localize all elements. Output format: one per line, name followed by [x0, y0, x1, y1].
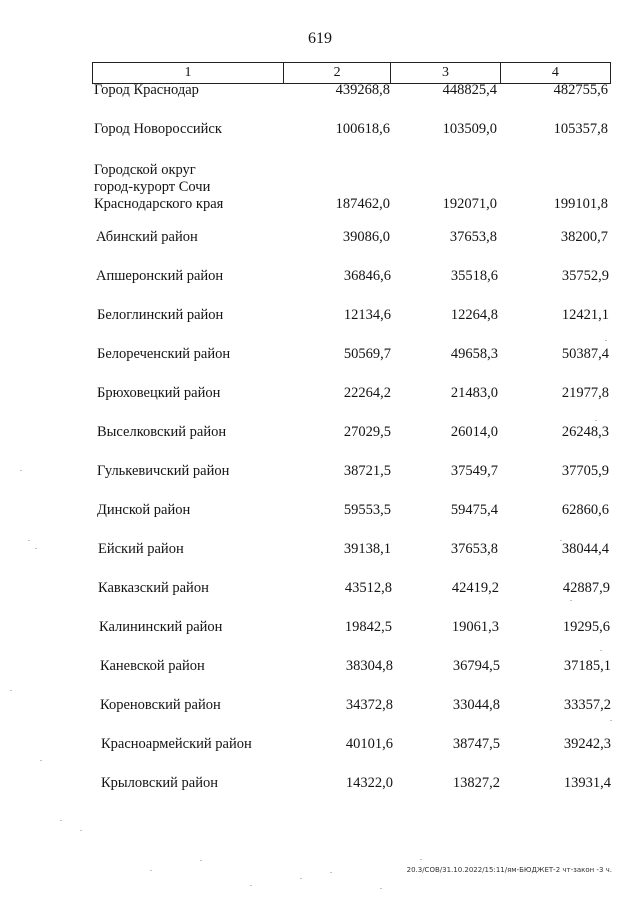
row-value-col-4: 26248,3 [561, 424, 609, 440]
scan-speck [300, 878, 302, 879]
row-value-col-2: 39138,1 [343, 541, 391, 557]
scan-speck [28, 540, 30, 541]
row-value-col-2: 36846,6 [343, 268, 391, 284]
row-value-col-3: 49658,3 [450, 346, 498, 362]
scan-speck [380, 888, 382, 889]
row-value-col-3: 21483,0 [450, 385, 498, 401]
row-value-col-2: 22264,2 [343, 385, 391, 401]
header-col-3: 3 [391, 63, 500, 83]
row-value-col-2: 27029,5 [343, 424, 391, 440]
row-value-col-4: 33357,2 [563, 697, 611, 713]
row-name: Красноармейский район [101, 736, 252, 752]
header-col-2: 2 [284, 63, 391, 83]
table-row [0, 463, 640, 483]
scan-speck [60, 820, 62, 821]
row-value-col-3: 192071,0 [442, 196, 497, 212]
scan-speck [560, 540, 562, 541]
table-row [0, 697, 640, 717]
table-row [0, 619, 640, 639]
row-name: Динской район [97, 502, 191, 518]
row-name: Каневской район [100, 658, 205, 674]
row-value-col-3: 59475,4 [450, 502, 498, 518]
row-value-col-3: 448825,4 [442, 82, 497, 98]
scan-speck [10, 690, 12, 691]
row-value-col-3: 38747,5 [452, 736, 500, 752]
table-row [0, 121, 640, 141]
table-row [0, 229, 640, 249]
row-value-col-2: 34372,8 [345, 697, 393, 713]
row-name: Выселковский район [97, 424, 227, 440]
table-row [0, 502, 640, 522]
row-value-col-2: 12134,6 [343, 307, 391, 323]
scan-speck [600, 650, 602, 651]
table-row [0, 307, 640, 327]
table-row [0, 424, 640, 444]
row-value-col-3: 35518,6 [450, 268, 498, 284]
row-name: Абинский район [96, 229, 198, 245]
table-row [0, 385, 640, 405]
row-value-col-4: 35752,9 [561, 268, 609, 284]
scan-speck [150, 870, 152, 871]
page-number: 619 [308, 30, 332, 47]
row-value-col-4: 39242,3 [563, 736, 611, 752]
row-value-col-3: 33044,8 [452, 697, 500, 713]
row-value-col-2: 43512,8 [344, 580, 392, 596]
row-value-col-3: 37653,8 [449, 229, 497, 245]
row-value-col-2: 59553,5 [343, 502, 391, 518]
row-name: Гулькевичский район [97, 463, 230, 479]
table-row [0, 775, 640, 795]
row-value-col-4: 50387,4 [561, 346, 609, 362]
row-value-col-4: 105357,8 [553, 121, 608, 137]
scan-speck [250, 885, 252, 886]
table-header [92, 62, 611, 84]
scan-speck [35, 548, 37, 549]
table-row [0, 268, 640, 288]
row-value-col-4: 199101,8 [553, 196, 608, 212]
row-name: Ейский район [98, 541, 184, 557]
row-name: Белоглинский район [97, 307, 224, 323]
table-row [0, 736, 640, 756]
scan-speck [605, 340, 607, 341]
row-value-col-2: 100618,6 [335, 121, 390, 137]
scan-speck [570, 600, 572, 601]
table-row [0, 346, 640, 366]
row-name: Калининский район [99, 619, 223, 635]
scan-speck [330, 872, 332, 873]
row-name: Кореновский район [100, 697, 221, 713]
scan-speck [610, 720, 612, 721]
scan-speck [80, 830, 82, 831]
row-name: Город Новороссийск [94, 121, 222, 137]
row-value-col-3: 26014,0 [450, 424, 498, 440]
header-col-1: 1 [93, 63, 284, 83]
row-value-col-4: 37185,1 [563, 658, 611, 674]
row-value-col-2: 187462,0 [335, 196, 390, 212]
scan-speck [200, 860, 202, 861]
scan-speck [40, 760, 42, 761]
row-value-col-3: 12264,8 [450, 307, 498, 323]
document-footer: 20.3/СОВ/31.10.2022/15:11/ям-БЮДЖЕТ-2 чт-закон -3 ч. [406, 866, 612, 874]
row-value-col-3: 13827,2 [452, 775, 500, 791]
row-value-col-4: 21977,8 [561, 385, 609, 401]
row-value-col-4: 42887,9 [562, 580, 610, 596]
row-value-col-2: 39086,0 [342, 229, 390, 245]
row-value-col-4: 482755,6 [553, 82, 608, 98]
row-name: Кавказский район [98, 580, 209, 596]
row-value-col-3: 37549,7 [450, 463, 498, 479]
row-value-col-4: 38044,4 [561, 541, 609, 557]
row-value-col-2: 19842,5 [344, 619, 392, 635]
row-name: Апшеронский район [96, 268, 224, 284]
table-row [0, 580, 640, 600]
row-name: Городской округ город-курорт Сочи Краснодарского края [94, 162, 224, 212]
row-value-col-4: 19295,6 [562, 619, 610, 635]
row-value-col-3: 19061,3 [451, 619, 499, 635]
scan-speck [20, 470, 22, 471]
row-name: Город Краснодар [94, 82, 199, 98]
row-value-col-2: 14322,0 [345, 775, 393, 791]
scan-speck [420, 859, 422, 860]
table-row [0, 82, 640, 102]
row-value-col-2: 40101,6 [345, 736, 393, 752]
row-value-col-3: 42419,2 [451, 580, 499, 596]
row-value-col-4: 62860,6 [561, 502, 609, 518]
row-value-col-4: 37705,9 [561, 463, 609, 479]
table-row [0, 541, 640, 561]
row-value-col-2: 38304,8 [345, 658, 393, 674]
scan-speck [595, 420, 597, 421]
row-value-col-4: 13931,4 [563, 775, 611, 791]
table-row [0, 162, 640, 216]
row-name: Брюховецкий район [97, 385, 221, 401]
row-value-col-4: 38200,7 [560, 229, 608, 245]
row-name: Белореченский район [97, 346, 231, 362]
row-value-col-3: 103509,0 [442, 121, 497, 137]
row-name: Крыловский район [101, 775, 218, 791]
row-value-col-3: 37653,8 [450, 541, 498, 557]
header-col-4: 4 [551, 65, 559, 80]
row-value-col-2: 439268,8 [335, 82, 390, 98]
row-value-col-3: 36794,5 [452, 658, 500, 674]
table-row [0, 658, 640, 678]
row-value-col-4: 12421,1 [561, 307, 609, 323]
row-value-col-2: 38721,5 [343, 463, 391, 479]
row-value-col-2: 50569,7 [343, 346, 391, 362]
